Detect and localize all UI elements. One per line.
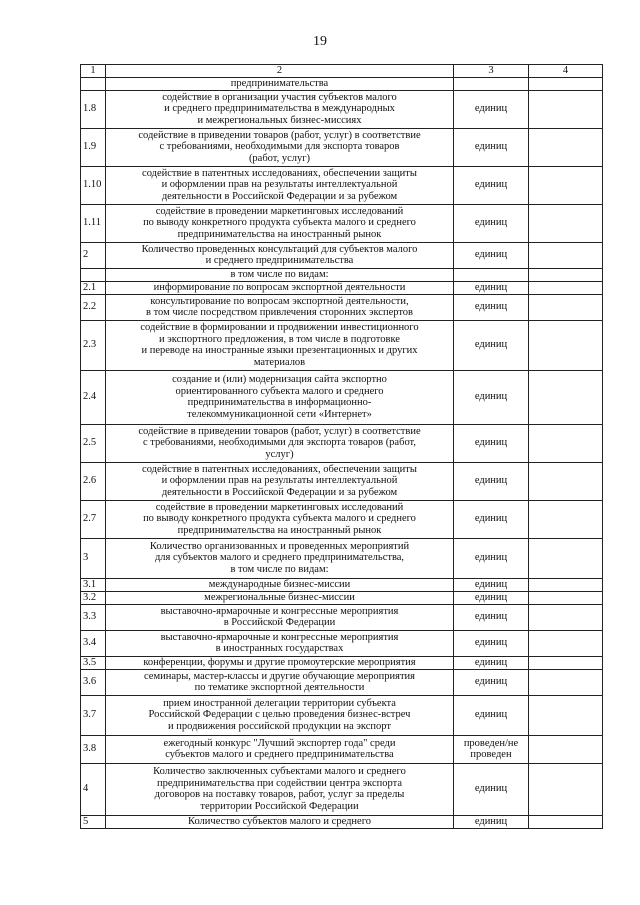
row-indicator-text: создание и (или) модернизация сайта экспортно ориентированного субъекта малого и среднего предпринимательства в информационно- телекоммуникационной сети «Интернет» (106, 370, 454, 424)
row-indicator-text: Количество заключенных субъектами малого и среднего предпринимательства при содействии центра экспорта договоров на поставку товаров, работ, услуг за пределы территории Российской Федерации (106, 763, 454, 815)
row-unit: единиц (454, 320, 529, 370)
row-number: 3.5 (81, 656, 106, 669)
table-row (81, 90, 603, 128)
row-unit: единиц (454, 656, 529, 669)
row-number: 5 (81, 815, 106, 828)
row-number: 3.6 (81, 669, 106, 695)
row-unit: единиц (454, 695, 529, 735)
row-unit: единиц (454, 204, 529, 242)
row-unit: единиц (454, 538, 529, 578)
row-number: 4 (81, 763, 106, 815)
header-col-4: 4 (529, 65, 603, 78)
row-unit: единиц (454, 604, 529, 630)
row-unit: единиц (454, 669, 529, 695)
row-indicator-text: содействие в организации участия субъектов малого и среднего предпринимательства в международных и межрегиональных бизнес-миссиях (106, 90, 454, 128)
row-unit: единиц (454, 578, 529, 591)
table-row (81, 656, 603, 669)
table-row (81, 77, 603, 90)
row-value (529, 320, 603, 370)
row-value (529, 591, 603, 604)
row-number: 2 (81, 242, 106, 268)
header-col-1: 1 (81, 65, 106, 78)
row-unit: единиц (454, 128, 529, 166)
row-number: 3 (81, 538, 106, 578)
table-row (81, 538, 603, 578)
indicators-table (80, 64, 603, 829)
row-number: 2.7 (81, 500, 106, 538)
row-indicator-text: прием иностранной делегации территории субъекта Российской Федерации с целью проведения бизнес-встреч и продвижения российской продукции на экспорт (106, 695, 454, 735)
table-row (81, 630, 603, 656)
row-number: 3.1 (81, 578, 106, 591)
row-value (529, 630, 603, 656)
row-number: 3.4 (81, 630, 106, 656)
row-value (529, 695, 603, 735)
row-indicator-text: Количество организованных и проведенных мероприятий для субъектов малого и среднего предпринимательства, в том числе по видам: (106, 538, 454, 578)
row-value (529, 370, 603, 424)
row-unit: единиц (454, 90, 529, 128)
row-value (529, 90, 603, 128)
row-indicator-text: конференции, форумы и другие промоутерские мероприятия (106, 656, 454, 669)
row-unit: единиц (454, 815, 529, 828)
row-indicator-text: содействие в патентных исследованиях, обеспечении защиты и оформлении прав на результаты интеллектуальной деятельности в Российской Федерации и за рубежом (106, 166, 454, 204)
row-indicator-text: выставочно-ярмарочные и конгрессные мероприятия в иностранных государствах (106, 630, 454, 656)
table-row (81, 424, 603, 462)
row-number: 3.8 (81, 735, 106, 763)
row-indicator-text: Количество проведенных консультаций для субъектов малого и среднего предпринимательства (106, 242, 454, 268)
header-col-3: 3 (454, 65, 529, 78)
table-row (81, 166, 603, 204)
row-value (529, 424, 603, 462)
row-value (529, 462, 603, 500)
row-value (529, 815, 603, 828)
row-unit: единиц (454, 424, 529, 462)
row-indicator-text: содействие в проведении маркетинговых исследований по выводу конкретного продукта субъекта малого и среднего предпринимательства на иностранный рынок (106, 500, 454, 538)
row-value (529, 294, 603, 320)
row-number: 1.10 (81, 166, 106, 204)
row-value (529, 604, 603, 630)
table-row (81, 578, 603, 591)
table-row (81, 763, 603, 815)
row-indicator-text: в том числе по видам: (106, 268, 454, 281)
row-number: 1.11 (81, 204, 106, 242)
table-row (81, 462, 603, 500)
row-indicator-text: межрегиональные бизнес-миссии (106, 591, 454, 604)
row-unit: единиц (454, 462, 529, 500)
table-row (81, 500, 603, 538)
table-row (81, 281, 603, 294)
table-row (81, 268, 603, 281)
row-unit: единиц (454, 166, 529, 204)
row-value (529, 166, 603, 204)
row-value (529, 268, 603, 281)
row-unit: единиц (454, 500, 529, 538)
row-value (529, 578, 603, 591)
table-row (81, 128, 603, 166)
row-number: 2.2 (81, 294, 106, 320)
page-number: 19 (313, 34, 327, 49)
row-indicator-text: содействие в патентных исследованиях, обеспечении защиты и оформлении прав на результаты интеллектуальной деятельности в Российской Федерации и за рубежом (106, 462, 454, 500)
table-row (81, 370, 603, 424)
row-unit: единиц (454, 294, 529, 320)
row-indicator-text: семинары, мастер-классы и другие обучающие мероприятия по тематике экспортной деятельности (106, 669, 454, 695)
row-unit: проведен/не проведен (454, 735, 529, 763)
row-indicator-text: предпринимательства (106, 77, 454, 90)
row-number: 1.9 (81, 128, 106, 166)
row-unit (454, 77, 529, 90)
row-number: 2.3 (81, 320, 106, 370)
row-indicator-text: ежегодный конкурс "Лучший экспортер года" среди субъектов малого и среднего предпринимательства (106, 735, 454, 763)
row-indicator-text: информирование по вопросам экспортной деятельности (106, 281, 454, 294)
row-indicator-text: Количество субъектов малого и среднего (106, 815, 454, 828)
table-row (81, 815, 603, 828)
table-row (81, 242, 603, 268)
row-number: 1.8 (81, 90, 106, 128)
row-unit: единиц (454, 370, 529, 424)
row-indicator-text: содействие в проведении маркетинговых исследований по выводу конкретного продукта субъекта малого и среднего предпринимательства на иностранный рынок (106, 204, 454, 242)
row-value (529, 538, 603, 578)
row-number: 2.4 (81, 370, 106, 424)
row-number: 3.3 (81, 604, 106, 630)
row-value (529, 242, 603, 268)
row-unit (454, 268, 529, 281)
row-number: 2.1 (81, 281, 106, 294)
row-value (529, 763, 603, 815)
table-row (81, 294, 603, 320)
table-row (81, 604, 603, 630)
row-value (529, 281, 603, 294)
table-row (81, 320, 603, 370)
row-unit: единиц (454, 281, 529, 294)
row-number: 3.2 (81, 591, 106, 604)
row-value (529, 204, 603, 242)
row-number: 2.6 (81, 462, 106, 500)
row-value (529, 500, 603, 538)
row-number: 3.7 (81, 695, 106, 735)
row-unit: единиц (454, 242, 529, 268)
table-header-row (81, 65, 603, 78)
row-unit: единиц (454, 591, 529, 604)
table-row (81, 669, 603, 695)
row-indicator-text: содействие в формировании и продвижении инвестиционного и экспортного предложения, в том числе в подготовке и переводе на иностранные языки презентационных и других материалов (106, 320, 454, 370)
row-number: 2.5 (81, 424, 106, 462)
table-row (81, 591, 603, 604)
header-col-2: 2 (106, 65, 454, 78)
row-unit: единиц (454, 763, 529, 815)
row-indicator-text: консультирование по вопросам экспортной деятельности, в том числе посредством привлечения сторонних экспертов (106, 294, 454, 320)
row-indicator-text: содействие в приведении товаров (работ, услуг) в соответствие с требованиями, необходимыми для экспорта товаров (работ, услуг) (106, 424, 454, 462)
row-indicator-text: содействие в приведении товаров (работ, услуг) в соответствие с требованиями, необходимыми для экспорта товаров (работ, услуг) (106, 128, 454, 166)
row-value (529, 77, 603, 90)
row-unit: единиц (454, 630, 529, 656)
table-row (81, 695, 603, 735)
row-indicator-text: международные бизнес-миссии (106, 578, 454, 591)
table-row (81, 735, 603, 763)
row-indicator-text: выставочно-ярмарочные и конгрессные мероприятия в Российской Федерации (106, 604, 454, 630)
row-value (529, 669, 603, 695)
row-value (529, 128, 603, 166)
row-number (81, 268, 106, 281)
table-row (81, 204, 603, 242)
row-number (81, 77, 106, 90)
row-value (529, 656, 603, 669)
row-value (529, 735, 603, 763)
